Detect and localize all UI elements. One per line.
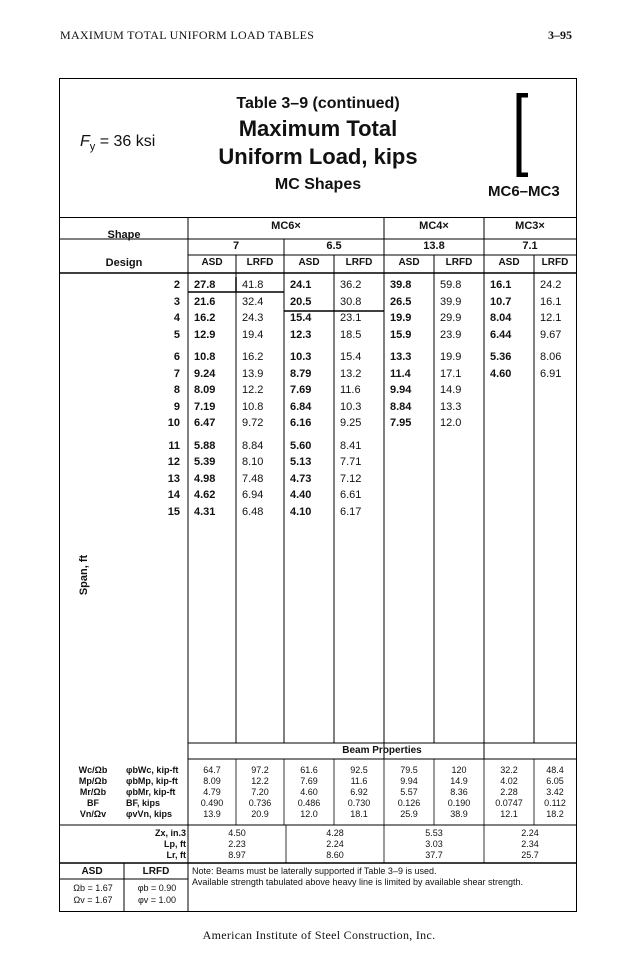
shared-prop-value: 2.34	[521, 839, 539, 849]
bp-value: 9.94	[400, 776, 418, 786]
omega-v: Ωv = 1.67	[73, 895, 113, 905]
load-value: 8.84	[390, 400, 412, 413]
load-value: 7.12	[340, 472, 362, 485]
header-shape: Shape	[107, 229, 141, 241]
span-value: 2	[173, 279, 180, 291]
shared-prop-value: 2.24	[521, 828, 539, 838]
load-value: 8.09	[194, 384, 216, 396]
load-value: 6.94	[242, 489, 264, 501]
bp-value: 12.2	[251, 776, 269, 786]
load-value: 9.25	[340, 417, 362, 429]
load-value: 6.16	[290, 417, 312, 429]
load-value: 9.72	[242, 417, 264, 429]
bp-value: 0.0747	[495, 798, 523, 808]
load-value: 10.3	[340, 400, 362, 413]
load-value: 4.73	[290, 472, 312, 485]
load-value: 4.10	[290, 505, 312, 518]
load-value: 24.3	[242, 312, 264, 324]
bp-lrfd-label: BF, kips	[126, 798, 161, 808]
bp-value: 0.112	[544, 798, 566, 808]
header-lrfd: LRFD	[246, 257, 274, 268]
load-value: 7.48	[242, 472, 264, 485]
shared-prop-label: Lr, ft	[166, 850, 186, 860]
shared-prop-value: 4.50	[228, 828, 246, 838]
bp-value: 61.6	[300, 765, 318, 775]
load-value: 20.5	[290, 295, 312, 308]
load-value: 8.04	[490, 312, 512, 324]
header-asd: ASD	[398, 257, 420, 268]
load-value: 5.60	[290, 439, 312, 452]
footer: American Institute of Steel Construction, Inc.	[202, 928, 436, 942]
load-value: 13.3	[390, 351, 412, 363]
table-frame	[59, 78, 577, 912]
header-weight-7: 7	[232, 240, 240, 252]
bp-value: 32.2	[500, 765, 518, 775]
load-value: 5.13	[290, 456, 312, 468]
header-lrfd: LRFD	[445, 257, 473, 268]
header-mc3: MC3×	[515, 220, 545, 232]
shared-prop-value: 25.7	[521, 850, 539, 860]
bp-value: 0.736	[248, 798, 272, 808]
bp-asd-label: Vn/Ωv	[79, 809, 107, 819]
beam-properties-title: Beam Properties	[342, 745, 422, 756]
load-value: 4.31	[194, 505, 216, 518]
load-value: 6.84	[290, 400, 312, 413]
header-asd: ASD	[498, 257, 520, 268]
load-value: 59.8	[440, 279, 462, 291]
span-value: 8	[173, 384, 180, 396]
load-value: 5.36	[490, 351, 512, 363]
bp-value: 64.7	[203, 765, 221, 775]
load-value: 26.5	[390, 295, 412, 308]
bp-asd-label: Mr/Ωb	[79, 787, 107, 797]
load-value: 6.91	[540, 367, 562, 380]
bp-value: 7.20	[251, 787, 269, 797]
table-number: Table 3–9 (continued)	[236, 95, 400, 112]
load-value: 13.2	[340, 367, 362, 380]
table-subtitle: MC Shapes	[274, 176, 362, 193]
load-value: 14.9	[440, 384, 462, 396]
load-value: 16.1	[540, 295, 562, 308]
page-number: 3–95	[548, 28, 572, 42]
load-value: 15.9	[390, 328, 412, 341]
shared-prop-value: 8.60	[326, 850, 344, 860]
bp-value: 20.9	[251, 809, 269, 819]
span-value: 5	[173, 328, 180, 341]
load-value: 11.4	[390, 367, 411, 380]
shared-prop-value: 4.28	[326, 828, 344, 838]
bp-value: 8.09	[203, 776, 221, 786]
bp-value: 4.60	[300, 787, 318, 797]
bp-value: 25.9	[400, 809, 418, 819]
load-value: 10.3	[290, 351, 312, 363]
header-mc4: MC4×	[419, 220, 449, 232]
bp-value: 0.486	[297, 798, 321, 808]
running-header: MAXIMUM TOTAL UNIFORM LOAD TABLES	[60, 28, 315, 42]
load-value: 7.95	[390, 417, 412, 429]
load-value: 4.98	[194, 472, 216, 485]
load-value: 13.3	[440, 400, 462, 413]
yield-stress: $F_y = 36$ ksi	[80, 133, 156, 154]
load-value: 4.62	[194, 489, 216, 501]
bp-lrfd-label: φbMp, kip-ft	[126, 776, 178, 786]
bp-lrfd-label: φvVn, kips	[126, 809, 172, 819]
load-value: 39.9	[440, 295, 462, 308]
bp-value: 5.57	[400, 787, 418, 797]
load-value: 7.19	[194, 400, 216, 413]
header-lrfd: LRFD	[541, 257, 569, 268]
table-note: Available strength tabulated above heavy line is limited by available shear strength.	[192, 877, 524, 887]
header-weight-6-5: 6.5	[326, 240, 342, 252]
span-value: 11	[168, 439, 180, 452]
span-value: 7	[173, 367, 180, 380]
bp-value: 12.0	[300, 809, 318, 819]
load-value: 15.4	[290, 312, 312, 324]
bp-value: 0.126	[397, 798, 421, 808]
load-value: 13.9	[242, 367, 264, 380]
load-value: 6.17	[340, 505, 362, 518]
load-value: 6.47	[194, 417, 216, 429]
span-value: 12	[167, 456, 180, 468]
span-value: 3	[173, 295, 180, 308]
load-value: 24.2	[540, 279, 562, 291]
load-value: 24.1	[290, 279, 312, 291]
span-value: 4	[173, 312, 180, 324]
header-mc6: MC6×	[271, 220, 301, 232]
load-value: 12.9	[194, 328, 216, 341]
bp-value: 7.69	[300, 776, 318, 786]
bp-value: 92.5	[350, 765, 368, 775]
load-value: 5.39	[194, 456, 216, 468]
shared-prop-value: 5.53	[425, 828, 443, 838]
bp-lrfd-label: φbMr, kip-ft	[126, 787, 176, 797]
bp-asd-label: BF	[87, 798, 99, 808]
header-design: Design	[105, 257, 143, 269]
bp-value: 2.28	[500, 787, 518, 797]
load-value: 6.48	[242, 505, 264, 518]
bp-asd-label: Wc/Ωb	[78, 765, 108, 775]
load-value: 21.6	[194, 295, 216, 308]
table-title-1: Maximum Total	[238, 116, 398, 141]
load-value: 9.94	[390, 384, 412, 396]
bp-lrfd-label: φbWc, kip-ft	[126, 765, 179, 775]
header-weight-13-8: 13.8	[423, 240, 445, 252]
load-value: 16.1	[490, 279, 512, 291]
load-value: 12.2	[242, 384, 264, 396]
load-value: 29.9	[440, 312, 462, 324]
header-weight-7-1: 7.1	[522, 240, 538, 252]
load-value: 19.4	[242, 328, 264, 341]
load-value: 8.79	[290, 367, 312, 380]
span-value: 14	[167, 489, 180, 501]
load-value: 12.1	[540, 312, 562, 324]
bp-value: 79.5	[400, 765, 418, 775]
phi-v: φv = 1.00	[137, 895, 177, 905]
load-value: 7.71	[340, 456, 362, 468]
table-title-2: Uniform Load, kips	[218, 144, 418, 169]
span-value: 13	[167, 472, 180, 485]
load-value: 39.8	[390, 279, 412, 291]
bp-value: 120	[451, 765, 467, 775]
span-value: 6	[173, 351, 180, 363]
bp-value: 0.490	[200, 798, 224, 808]
load-value: 8.41	[340, 439, 362, 452]
load-value: 12.0	[440, 417, 462, 429]
bp-value: 6.05	[546, 776, 564, 786]
load-value: 4.60	[490, 367, 512, 380]
load-value: 5.88	[194, 439, 216, 452]
shared-prop-value: 2.24	[326, 839, 344, 849]
span-value: 9	[173, 400, 180, 413]
bp-value: 18.1	[350, 809, 368, 819]
span-value: 10	[167, 417, 180, 429]
shared-prop-value: 2.23	[228, 839, 246, 849]
shared-prop-label: Lp, ft	[164, 839, 186, 849]
load-value: 15.4	[340, 351, 362, 363]
bp-value: 38.9	[450, 809, 468, 819]
bp-value: 18.2	[546, 809, 564, 819]
load-value: 9.24	[194, 367, 216, 380]
bp-value: 4.79	[203, 787, 221, 797]
load-value: 23.1	[340, 312, 362, 324]
span-value: 15	[167, 505, 180, 518]
load-value: 10.8	[242, 400, 264, 413]
span-axis-label: Span, ft	[78, 554, 91, 596]
phi-b: φb = 0.90	[137, 883, 177, 893]
header-asd: ASD	[201, 257, 223, 268]
load-value: 36.2	[340, 279, 362, 291]
bp-value: 8.36	[450, 787, 468, 797]
load-value: 6.61	[340, 489, 362, 501]
load-value: 41.8	[242, 279, 264, 291]
bp-value: 12.1	[500, 809, 518, 819]
bp-value: 48.4	[546, 765, 564, 775]
load-value: 12.3	[290, 328, 312, 341]
load-value: 8.06	[540, 351, 562, 363]
factor-lrfd-header: LRFD	[142, 866, 170, 877]
load-value: 11.6	[340, 384, 361, 396]
load-value: 16.2	[194, 312, 216, 324]
load-value: 18.5	[340, 328, 362, 341]
table-note: Note: Beams must be laterally supported if Table 3–9 is used.	[192, 866, 437, 876]
load-value: 10.7	[490, 295, 512, 308]
omega-b: Ωb = 1.67	[73, 883, 113, 893]
load-value: 8.10	[242, 456, 264, 468]
load-value: 17.1	[440, 367, 462, 380]
header-asd: ASD	[298, 257, 320, 268]
bp-value: 13.9	[203, 809, 221, 819]
shared-prop-value: 37.7	[425, 850, 443, 860]
load-value: 30.8	[340, 295, 362, 308]
load-value: 32.4	[242, 295, 264, 308]
load-value: 6.44	[490, 328, 512, 341]
bp-value: 3.42	[546, 787, 564, 797]
bp-value: 97.2	[251, 765, 269, 775]
bp-value: 0.730	[347, 798, 371, 808]
load-value: 19.9	[440, 351, 462, 363]
load-value: 27.8	[194, 279, 216, 291]
bp-value: 0.190	[447, 798, 471, 808]
load-value: 7.69	[290, 384, 312, 396]
shared-prop-value: 8.97	[228, 850, 246, 860]
load-value: 8.84	[242, 439, 264, 452]
load-value: 23.9	[440, 328, 462, 341]
header-lrfd: LRFD	[345, 257, 373, 268]
factor-asd-header: ASD	[81, 866, 103, 877]
bp-value: 6.92	[350, 787, 368, 797]
shared-prop-label: Zx, in.3	[154, 828, 186, 838]
shape-range: MC6–MC3	[488, 183, 560, 200]
bp-value: 4.02	[500, 776, 518, 786]
load-value: 16.2	[242, 351, 264, 363]
bp-value: 14.9	[450, 776, 468, 786]
load-value: 19.9	[390, 312, 412, 324]
bp-asd-label: Mp/Ωb	[78, 776, 108, 786]
load-value: 4.40	[290, 489, 312, 501]
bp-value: 11.6	[350, 776, 368, 786]
shared-prop-value: 3.03	[425, 839, 443, 849]
load-value: 9.67	[540, 328, 562, 341]
load-value: 10.8	[194, 351, 216, 363]
